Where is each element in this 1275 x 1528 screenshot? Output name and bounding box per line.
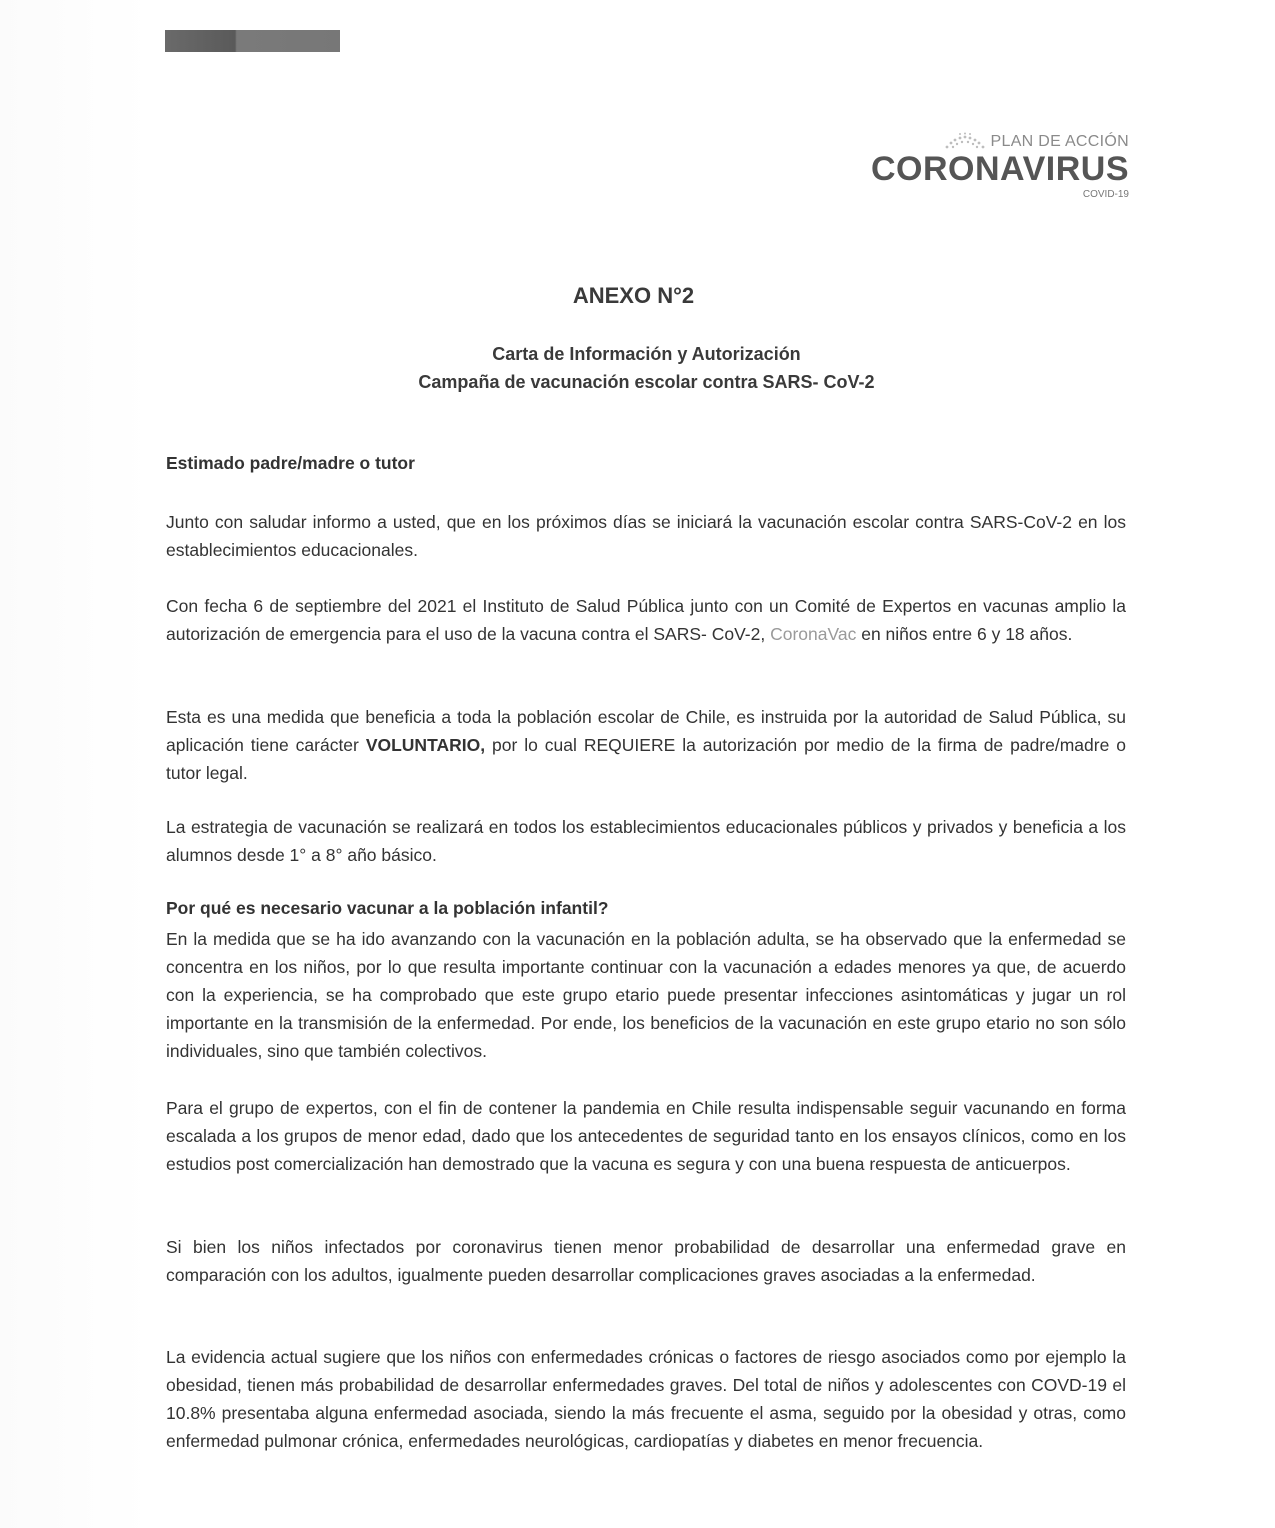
logo-sub-text: COVID-19 [1082, 189, 1129, 200]
paragraph-5: En la medida que se ha ido avanzando con la vacunación en la población adulta, se ha observado que la enfermedad se concentra en los niños, por lo que resulta importante continuar con la vacunación a edades menores ya que, de acuerdo con la experiencia, se ha comprobado que este grupo etario puede presentar infecciones asintomáticas y jugar un rol importante en la transmisión de la enfermedad. Por ende, los beneficios de la vacunación en este grupo etario no son sólo individuales, sino que también colectivos. [166, 929, 1126, 1061]
question-heading: Por qué es necesario vacunar a la población infantil? [166, 898, 609, 918]
paragraph-6: Para el grupo de expertos, con el fin de contener la pandemia en Chile resulta indispensable seguir vacunando en forma escalada a los grupos de menor edad, dado que los antecedentes de seguridad tanto en los ensayos clínicos, como en los estudios post comercialización han demostrado que la vacuna es segura y con una buena respuesta de anticuerpos. [166, 1098, 1126, 1174]
logo-main-text: CORONAVIRUS [871, 150, 1129, 188]
paragraph-2 [166, 592, 1126, 648]
document-subtitle-2: Campaña de vacunación escolar contra SARS- CoV-2 [418, 372, 875, 392]
paragraph-3-end: por lo cual REQUIERE la autorización por medio de la firma de padre/madre o tutor legal. [166, 735, 1126, 783]
redacted-block [165, 30, 340, 52]
document-subtitle-1: Carta de Información y Autorización [492, 344, 801, 364]
greeting: Estimado padre/madre o tutor [166, 453, 415, 473]
dotted-arc-icon [943, 132, 987, 150]
document-title: ANEXO N°2 [572, 283, 695, 308]
logo-top-text: PLAN DE ACCIÓN [990, 133, 1129, 150]
paragraph-3 [166, 703, 1126, 787]
scan-edge [0, 0, 150, 1528]
paragraph-4: La estrategia de vacunación se realizará en todos los establecimientos educacionales públicos y privados y beneficia a los alumnos desde 1° a 8° año básico. [166, 817, 1126, 865]
logo-top-line [943, 132, 1129, 151]
paragraph-1: Junto con saludar informo a usted, que en los próximos días se iniciará la vacunación escolar contra SARS-CoV-2 en los establecimientos educacionales. [166, 512, 1126, 560]
coronavac-text: CoronaVac [770, 624, 857, 644]
paragraph-7: Si bien los niños infectados por coronavirus tienen menor probabilidad de desarrollar una enfermedad grave en comparación con los adultos, igualmente pueden desarrollar complicaciones graves asociadas a la enfermedad. [166, 1237, 1126, 1285]
paragraph-2-text: Con fecha 6 de septiembre del 2021 el Instituto de Salud Pública junto con un Comité de Expertos en vacunas amplio la autorización de emergencia para el uso de la vacuna contra el SARS- CoV-2, [166, 596, 1126, 644]
paragraph-8: La evidencia actual sugiere que los niños con enfermedades crónicas o factores de riesgo asociados como por ejemplo la obesidad, tienen más probabilidad de desarrollar enfermedades graves. Del total de niños y adolescentes con COVD-19 el 10.8% presentaba alguna enfermedad asociada, siendo la más frecuente el asma, seguido por la obesidad y otras, como enfermedad pulmonar crónica, enfermedades neurológicas, cardiopatías y diabetes en menor frecuencia. [166, 1347, 1126, 1451]
voluntario-text: VOLUNTARIO, [365, 735, 486, 755]
paragraph-2-end: en niños entre 6 y 18 años. [856, 624, 1073, 644]
plan-de-accion-logo [871, 128, 1129, 208]
paragraph-3-text: Esta es una medida que beneficia a toda la población escolar de Chile, es instruida por la autoridad de Salud Pública, su aplicación tiene carácter [166, 707, 1126, 755]
